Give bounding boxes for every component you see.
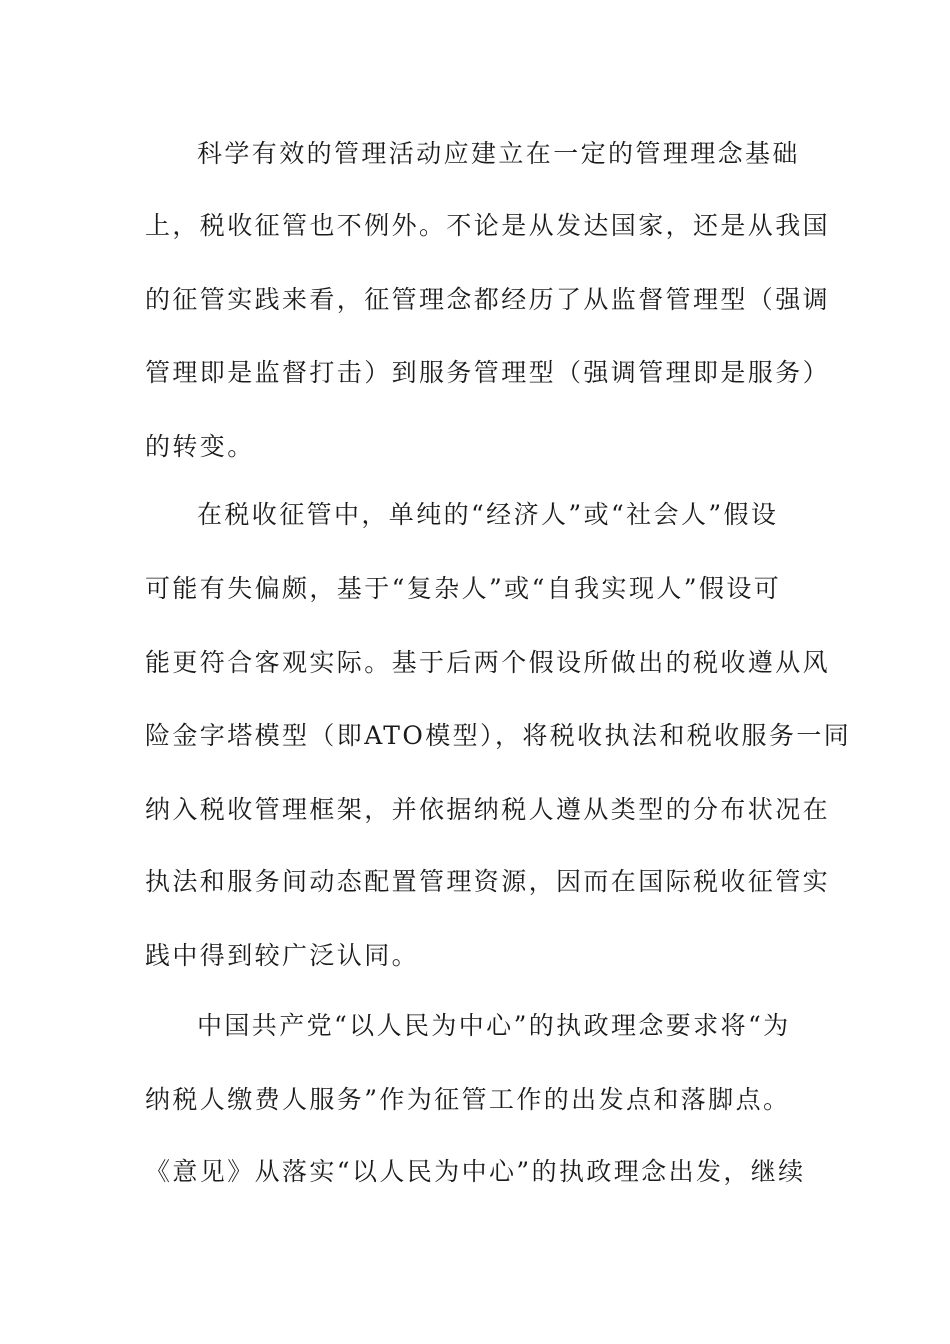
paragraph-2-line-1: 在税收征管中，单纯的“经济人”或“社会人”假设 bbox=[197, 500, 779, 529]
paragraph-2-line-4: 险金字塔模型（即ATO模型），将税收执法和税收服务一同 bbox=[145, 721, 852, 750]
paragraph-2-line-6: 执法和服务间动态配置管理资源，因而在国际税收征管实 bbox=[145, 867, 831, 896]
paragraph-3-line-1: 中国共产党“以人民为中心”的执政理念要求将“为 bbox=[197, 1011, 791, 1040]
paragraph-3-line-2: 纳税人缴费人服务”作为征管工作的出发点和落脚点。 bbox=[145, 1085, 791, 1114]
paragraph-1-line-3: 的征管实践来看，征管理念都经历了从监督管理型（强调 bbox=[145, 285, 831, 314]
paragraph-1-line-2: 上，税收征管也不例外。不论是从发达国家，还是从我国 bbox=[145, 211, 831, 240]
paragraph-2-line-7: 践中得到较广泛认同。 bbox=[145, 941, 420, 970]
paragraph-1-line-1: 科学有效的管理活动应建立在一定的管理理念基础 bbox=[197, 139, 800, 168]
paragraph-2-line-3: 能更符合客观实际。基于后两个假设所做出的税收遵从风 bbox=[145, 648, 831, 677]
paragraph-2-line-5: 纳入税收管理框架，并依据纳税人遵从类型的分布状况在 bbox=[145, 795, 831, 824]
paragraph-2-line-2: 可能有失偏颇，基于“复杂人”或“自我实现人”假设可 bbox=[145, 574, 782, 603]
paragraph-3-line-3: 《意见》从落实“以人民为中心”的执政理念出发，继续 bbox=[145, 1157, 806, 1186]
paragraph-1-line-4: 管理即是监督打击）到服务管理型（强调管理即是服务） bbox=[145, 358, 831, 387]
paragraph-1-line-5: 的转变。 bbox=[145, 432, 255, 461]
